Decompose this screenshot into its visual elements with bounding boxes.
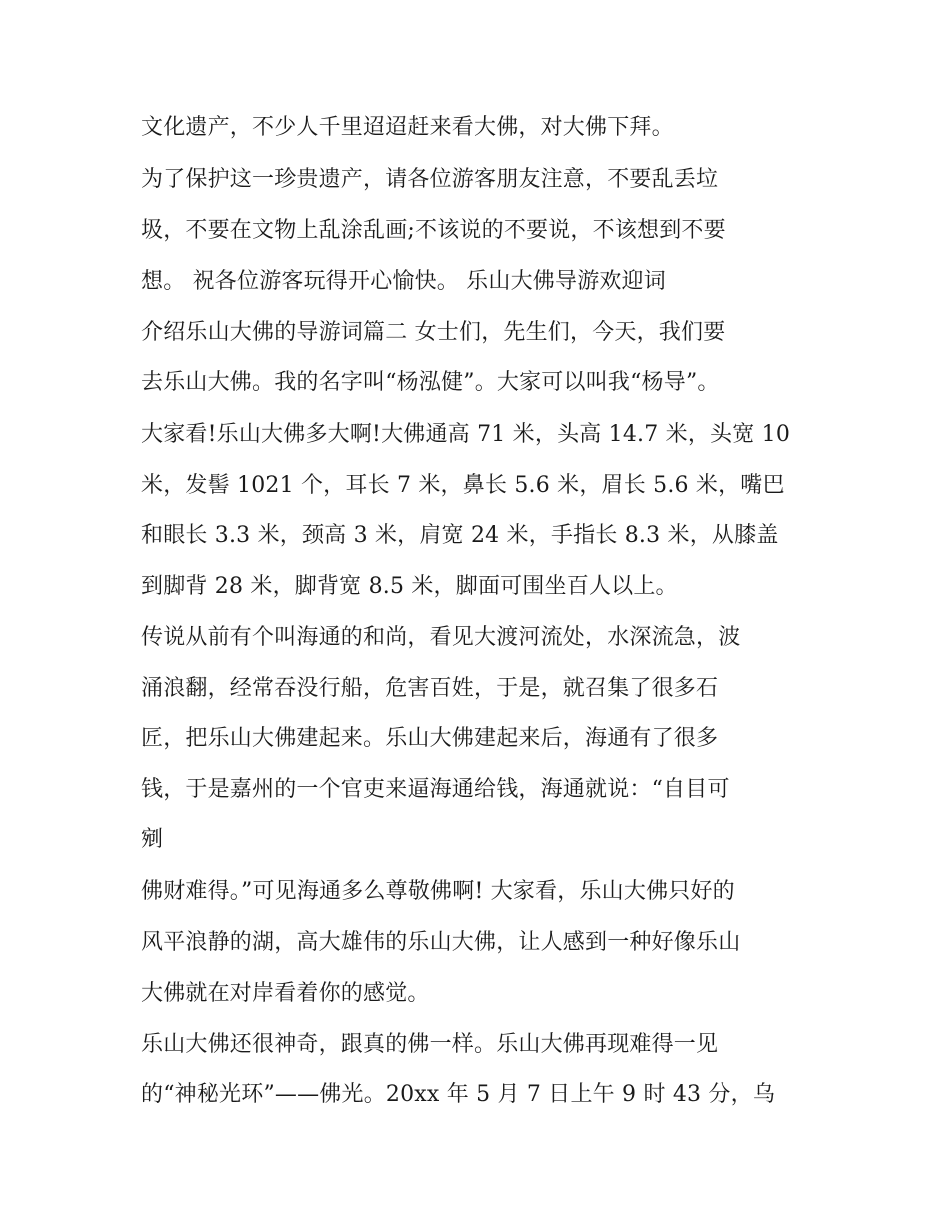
text-line: 想。 祝各位游客玩得开心愉快。 乐山大佛导游欢迎词 bbox=[141, 269, 666, 294]
text-line: 匠，把乐山大佛建起来。乐山大佛建起来后，海通有了很多 bbox=[141, 726, 719, 751]
text-line: 文化遗产，不少人千里迢迢赶来看大佛，对大佛下拜。 bbox=[141, 115, 674, 140]
text-line: 传说从前有个叫海通的和尚，看见大渡河流处，水深流急，波 bbox=[141, 625, 741, 650]
text-line: 大佛就在对岸看着你的感觉。 bbox=[141, 981, 430, 1006]
text-line: 大家看!乐山大佛多大啊!大佛通高 71 米，头高 14.7 米，头宽 10 bbox=[141, 422, 791, 447]
text-line: 的“神秘光环”——佛光。20xx 年 5 月 7 日上午 9 时 43 分，乌 bbox=[141, 1082, 776, 1107]
text-line: 去乐山大佛。我的名字叫“杨泓健”。大家可以叫我“杨导”。 bbox=[141, 370, 720, 395]
text-line: 圾，不要在文物上乱涂乱画;不该说的不要说，不该想到不要 bbox=[141, 218, 726, 243]
text-line: 钱，于是嘉州的一个官吏来逼海通给钱，海通就说：“自目可 bbox=[141, 777, 730, 802]
text-line: 介绍乐山大佛的导游词篇二 女士们，先生们，今天，我们要 bbox=[141, 320, 726, 345]
text-line: 为了保护这一珍贵遗产，请各位游客朋友注意，不要乱丢垃 bbox=[141, 167, 719, 192]
text-line: 剜 bbox=[141, 827, 164, 852]
text-line: 乐山大佛还很神奇，跟真的佛一样。乐山大佛再现难得一见 bbox=[141, 1032, 719, 1057]
text-line: 和眼长 3.3 米，颈高 3 米，肩宽 24 米，手指长 8.3 米，从膝盖 bbox=[141, 523, 779, 548]
text-line: 到脚背 28 米，脚背宽 8.5 米，脚面可围坐百人以上。 bbox=[141, 574, 678, 599]
text-line: 风平浪静的湖，高大雄伟的乐山大佛，让人感到一种好像乐山 bbox=[141, 930, 741, 955]
text-line: 涌浪翻，经常吞没行船，危害百姓，于是，就召集了很多石 bbox=[141, 676, 719, 701]
text-line: 佛财难得。”可见海通多么尊敬佛啊! 大家看，乐山大佛只好的 bbox=[141, 879, 735, 904]
text-line: 米，发髻 1021 个，耳长 7 米，鼻长 5.6 米，眉长 5.6 米，嘴巴 bbox=[141, 473, 785, 498]
